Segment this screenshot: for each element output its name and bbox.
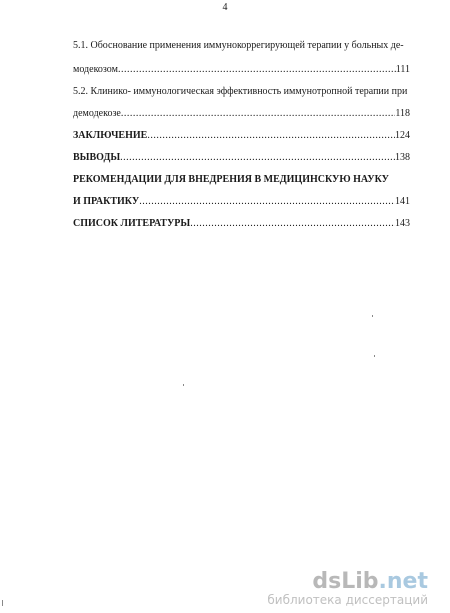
scan-speck [183,384,184,386]
toc-page-number: 138 [395,152,410,163]
toc-entry-title: модекозом [73,64,118,75]
toc-entry-5-2-line1: 5.2. Клинико- иммунологическая эффективность иммунотропной терапии при [73,86,408,97]
scan-speck [2,600,3,606]
toc-entry-references[interactable] [73,218,410,230]
toc-entry-5-1-line1: 5.1. Обоснование применения иммунокоррегирующей терапии у больных де- [73,40,404,51]
toc-leader-dots [139,196,395,208]
watermark-logo: dsLib.net [312,569,428,594]
toc-page-number: 141 [395,196,410,207]
toc-entry-title: СПИСОК ЛИТЕРАТУРЫ [73,218,191,229]
toc-entry-title: демодекозе [73,108,121,119]
toc-entry-recommendations-line1: РЕКОМЕНДАЦИИ ДЛЯ ВНЕДРЕНИЯ В МЕДИЦИНСКУЮ НАУКУ [73,174,389,185]
toc-page-number: 111 [395,64,410,75]
toc-leader-dots [147,130,395,142]
toc-entry-title: ВЫВОДЫ [73,152,121,163]
toc-leader-dots [120,152,395,164]
toc-leader-dots [190,218,395,230]
page-number: 4 [222,2,228,13]
toc-entry-findings[interactable] [73,152,410,164]
toc-entry-5-1-line2[interactable] [73,64,410,76]
toc-entry-5-2-line2[interactable] [73,108,410,120]
toc-entry-title: ЗАКЛЮЧЕНИЕ [73,130,148,141]
toc-entry-conclusion[interactable] [73,130,410,142]
toc-leader-dots [118,64,396,76]
toc-entry-title: И ПРАКТИКУ [73,196,140,207]
watermark [267,571,428,607]
toc-page-number: 143 [395,218,410,229]
scan-speck [372,315,373,317]
toc-page-number: 118 [395,108,410,119]
watermark-tagline: библиотека диссертаций [267,593,428,607]
toc-leader-dots [121,108,396,120]
toc-page-number: 124 [395,130,410,141]
scan-speck [374,355,375,357]
toc-entry-recommendations-line2[interactable] [73,196,410,208]
